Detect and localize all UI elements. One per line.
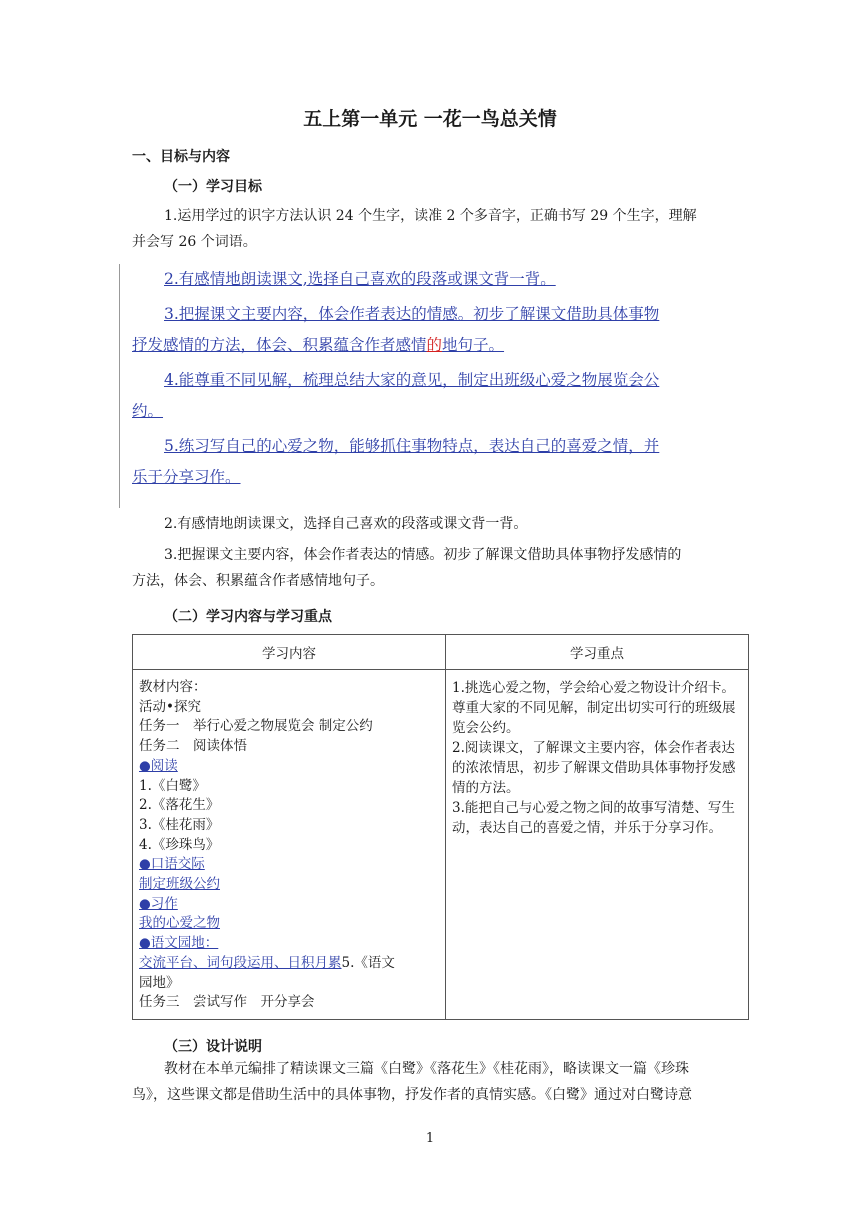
content-focus-table: [132, 634, 749, 1020]
list-item-text: 4.《珍珠鸟》: [139, 836, 220, 853]
focus-text: [452, 678, 744, 838]
content-cell: [133, 670, 446, 1020]
page-number: 1: [425, 1131, 435, 1146]
list-item: [139, 796, 439, 816]
goal-2: [132, 511, 744, 537]
revised-goal-5-line2: 乐于分享习作。: [132, 468, 241, 486]
list-item: [139, 717, 439, 737]
list-item: [139, 934, 439, 954]
list-item-text: 任务二 阅读体悟: [139, 738, 247, 755]
revised-goal-2: 2.有感情地朗读课文,选择自己喜欢的段落或课文背一背。: [164, 270, 556, 288]
goal-1-line1: 1.运用学过的识字方法认识 24 个生字，读准 2 个多音字，正确书写 29 个生字，理解: [164, 208, 697, 224]
list-item-text: 活动•探究: [139, 698, 201, 715]
goal-3: [132, 542, 744, 594]
focus-cell: [446, 670, 749, 1020]
revised-goals: [132, 264, 732, 493]
list-item: [139, 875, 439, 895]
revised-goal-3-line1: 3.把握课文主要内容，体会作者表达的情感。初步了解课文借助具体事物: [164, 305, 660, 323]
design-line2: 鸟》，这些课文都是借助生活中的具体事物，抒发作者的真情实感。《白鹭》通过对白鹭诗意: [132, 1087, 692, 1103]
list-item: 任务三 尝试写作 开分享会: [139, 994, 315, 1011]
list-item: [139, 757, 439, 777]
revised-goal-3-red-char: 的: [426, 336, 443, 354]
list-item: [139, 855, 439, 875]
content-link[interactable]: ●阅读: [139, 757, 178, 774]
list-item-text: 1.《白鹭》: [139, 777, 206, 794]
goal-3-line2: 方法，体会、积累蕴含作者感情地句子。: [132, 573, 384, 589]
design-line1: 教材在本单元编排了精读课文三篇《白鹭》《落花生》《桂花雨》，略读课文一篇《珍珠: [164, 1061, 689, 1077]
list-item: [139, 836, 439, 856]
list-item-text: 2.《落花生》: [139, 797, 220, 814]
header-content: 学习内容: [133, 635, 446, 670]
design-paragraph: [132, 1056, 744, 1108]
list-item-text: 教材内容：: [139, 679, 207, 695]
focus-paragraph: 2.阅读课文，了解课文主要内容，体会作者表达的浓浓情思，初步了解课文借助具体事物抒发感情的方法。: [452, 740, 736, 796]
subheading-learning-goals: （一）学习目标: [164, 179, 262, 195]
goal-1: [132, 203, 744, 255]
subheading-content-focus: （二）学习内容与学习重点: [164, 609, 332, 625]
content-link[interactable]: ●语文园地：: [139, 935, 219, 952]
list-item: 园地》: [139, 974, 180, 991]
list-item: [139, 895, 439, 915]
revised-goal-4-line1: 4.能尊重不同见解，梳理总结大家的意见，制定出班级心爱之物展览会公: [164, 371, 660, 389]
list-item-text: 5.《语文: [341, 954, 395, 971]
content-link[interactable]: ●习作: [139, 895, 178, 912]
list-item: [139, 954, 439, 974]
content-link[interactable]: 制定班级公约: [139, 876, 220, 893]
list-item-text: 3.《桂花雨》: [139, 816, 220, 833]
list-item: [139, 698, 439, 718]
subheading-design-notes: （三）设计说明: [164, 1039, 262, 1055]
content-link[interactable]: ●口语交际: [139, 856, 205, 873]
content-link[interactable]: 我的心爱之物: [139, 915, 220, 932]
revision-bar: [119, 264, 120, 508]
list-item: [139, 737, 439, 757]
revised-goal-3-line2b: 地句子。: [442, 336, 505, 354]
header-focus: 学习重点: [446, 635, 749, 670]
page-title: 五上第一单元 一花一鸟总关情: [303, 108, 557, 130]
goal-2-text: 2.有感情地朗读课文，选择自己喜欢的段落或课文背一背。: [164, 516, 528, 532]
revised-goal-3-line2a: 抒发感情的方法，体会、积累蕴含作者感情: [132, 336, 427, 354]
goal-3-line1: 3.把握课文主要内容，体会作者表达的情感。初步了解课文借助具体事物抒发感情的: [164, 547, 682, 563]
section-heading-goals: 一、目标与内容: [132, 149, 230, 165]
table-header-row: [133, 635, 749, 670]
list-item: [139, 678, 439, 698]
table-row: [133, 670, 749, 1020]
list-item-text: 任务一 举行心爱之物展览会 制定公约: [139, 718, 373, 735]
revised-goal-4-line2: 约。: [132, 402, 164, 420]
link-yuwen-items[interactable]: 交流平台、词句段运用、日积月累: [139, 954, 342, 971]
list-item: [139, 816, 439, 836]
revised-goal-5-line1: 5.练习写自己的心爱之物，能够抓住事物特点，表达自己的喜爱之情，并: [164, 437, 660, 455]
list-item: [139, 777, 439, 797]
focus-paragraph: 3.能把自己与心爱之物之间的故事写清楚、写生动，表达自己的喜爱之情，并乐于分享习作。: [452, 800, 735, 836]
list-item: [139, 914, 439, 934]
goal-1-line2: 并会写 26 个词语。: [132, 234, 257, 250]
focus-paragraph: 1.挑选心爱之物，学会给心爱之物设计介绍卡。尊重大家的不同见解，制定出切实可行的班级展览会公约。: [452, 680, 736, 736]
